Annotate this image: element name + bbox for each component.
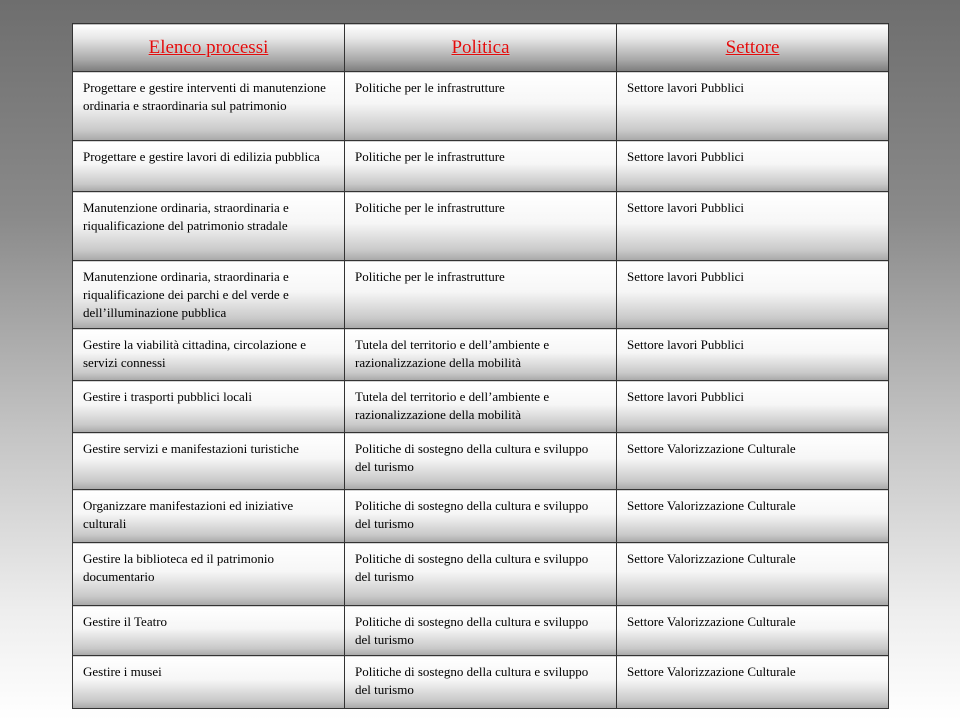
table-row — [73, 543, 889, 606]
cell-politica: Politiche di sostegno della cultura e sviluppo del turismo — [345, 656, 617, 709]
cell-processo: Gestire il Teatro — [73, 606, 345, 656]
table-row — [73, 656, 889, 709]
cell-settore: Settore lavori Pubblici — [617, 329, 889, 381]
cell-settore: Settore lavori Pubblici — [617, 192, 889, 261]
cell-processo: Organizzare manifestazioni ed iniziative culturali — [73, 490, 345, 543]
cell-politica: Politiche di sostegno della cultura e sviluppo del turismo — [345, 543, 617, 606]
table-row — [73, 141, 889, 192]
cell-settore: Settore lavori Pubblici — [617, 72, 889, 141]
cell-settore: Settore Valorizzazione Culturale — [617, 606, 889, 656]
table-row — [73, 261, 889, 329]
cell-processo: Gestire la viabilità cittadina, circolazione e servizi connessi — [73, 329, 345, 381]
cell-politica: Politiche per le infrastrutture — [345, 261, 617, 329]
cell-processo: Gestire la biblioteca ed il patrimonio documentario — [73, 543, 345, 606]
cell-politica: Politiche per le infrastrutture — [345, 141, 617, 192]
cell-politica: Politiche per le infrastrutture — [345, 192, 617, 261]
cell-settore: Settore Valorizzazione Culturale — [617, 490, 889, 543]
header-politica: Politica — [345, 24, 617, 72]
cell-politica: Politiche di sostegno della cultura e sviluppo del turismo — [345, 606, 617, 656]
cell-settore: Settore lavori Pubblici — [617, 381, 889, 433]
cell-processo: Manutenzione ordinaria, straordinaria e riqualificazione del patrimonio stradale — [73, 192, 345, 261]
cell-processo: Progettare e gestire lavori di edilizia pubblica — [73, 141, 345, 192]
table-row — [73, 381, 889, 433]
cell-processo: Progettare e gestire interventi di manutenzione ordinaria e straordinaria sul patrimonio — [73, 72, 345, 141]
cell-processo: Manutenzione ordinaria, straordinaria e riqualificazione dei parchi e del verde e dell’illuminazione pubblica — [73, 261, 345, 329]
process-table-container — [72, 23, 888, 707]
process-table — [72, 23, 889, 709]
cell-settore: Settore lavori Pubblici — [617, 141, 889, 192]
header-settore: Settore — [617, 24, 889, 72]
cell-settore: Settore Valorizzazione Culturale — [617, 543, 889, 606]
cell-politica: Politiche per le infrastrutture — [345, 72, 617, 141]
table-row — [73, 192, 889, 261]
table-row — [73, 329, 889, 381]
header-elenco-processi: Elenco processi — [73, 24, 345, 72]
cell-politica: Tutela del territorio e dell’ambiente e razionalizzazione della mobilità — [345, 381, 617, 433]
table-row — [73, 433, 889, 490]
table-row — [73, 72, 889, 141]
cell-processo: Gestire i trasporti pubblici locali — [73, 381, 345, 433]
cell-politica: Tutela del territorio e dell’ambiente e razionalizzazione della mobilità — [345, 329, 617, 381]
table-row — [73, 606, 889, 656]
cell-processo: Gestire servizi e manifestazioni turistiche — [73, 433, 345, 490]
cell-politica: Politiche di sostegno della cultura e sviluppo del turismo — [345, 433, 617, 490]
cell-settore: Settore Valorizzazione Culturale — [617, 656, 889, 709]
cell-settore: Settore Valorizzazione Culturale — [617, 433, 889, 490]
cell-politica: Politiche di sostegno della cultura e sviluppo del turismo — [345, 490, 617, 543]
cell-processo: Gestire i musei — [73, 656, 345, 709]
table-row — [73, 490, 889, 543]
table-header-row — [73, 24, 889, 72]
cell-settore: Settore lavori Pubblici — [617, 261, 889, 329]
